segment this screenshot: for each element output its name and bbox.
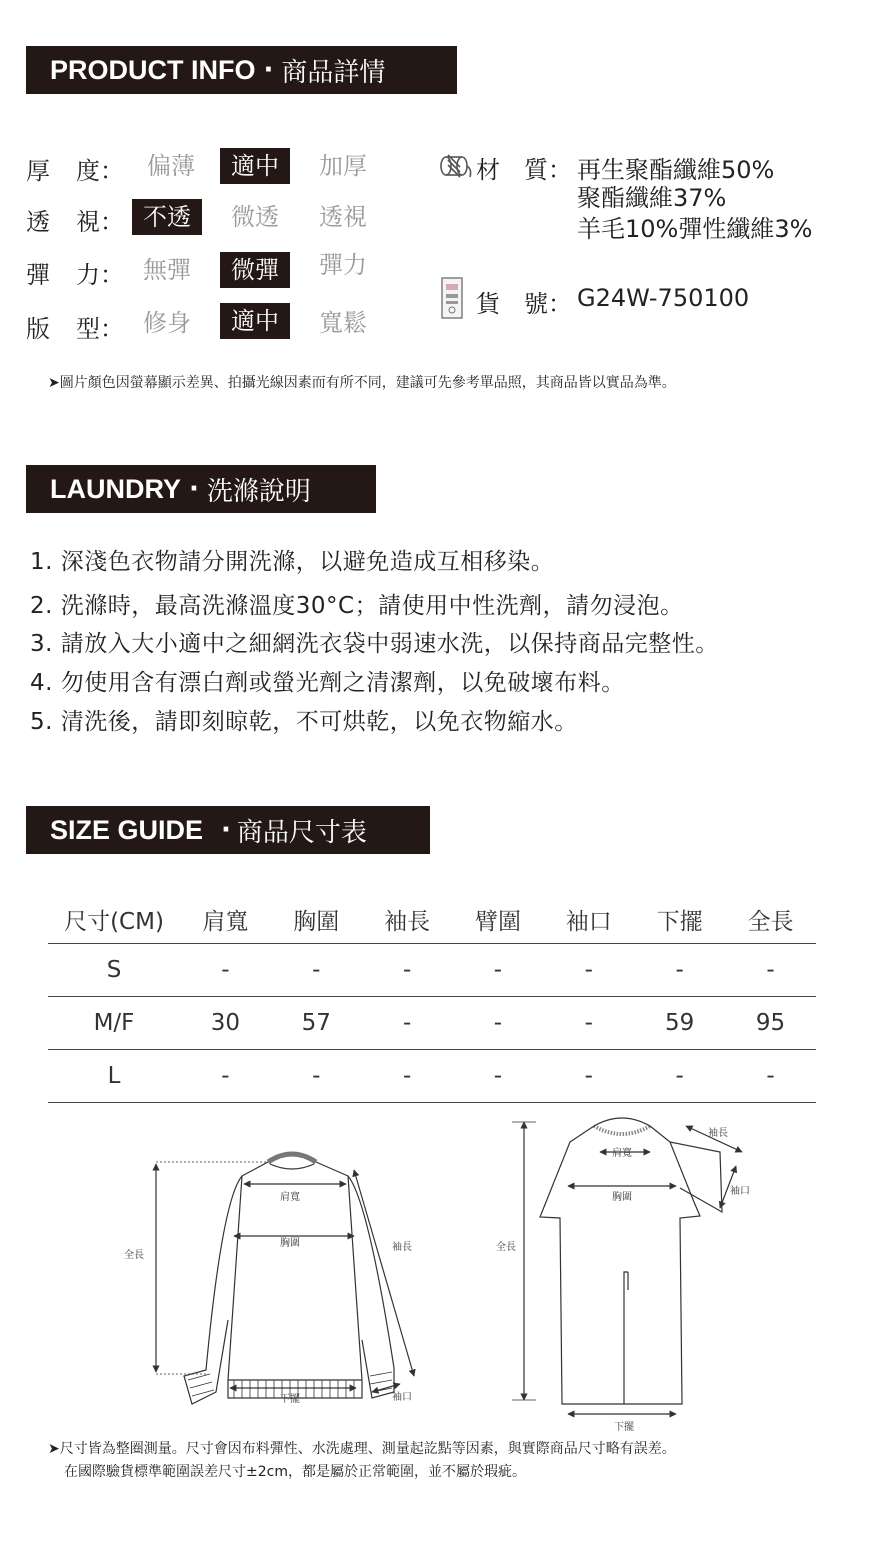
material-line-2: 聚酯纖維37% <box>577 184 727 212</box>
laundry-header-sep: · <box>189 474 199 504</box>
col-shoulder: 肩寬 <box>202 908 249 935</box>
attribute-label: 彈 力： <box>26 261 124 289</box>
cell: S <box>48 944 180 997</box>
dress-measurement-diagram <box>490 1112 780 1437</box>
size-guide-header-en: SIZE GUIDE <box>50 814 204 845</box>
table-row <box>48 1050 816 1103</box>
sku-value: G24W-750100 <box>577 284 750 312</box>
sweater-label-length: 全長 <box>124 1250 144 1261</box>
cell: - <box>271 1050 362 1103</box>
col-sleeve: 袖長 <box>384 908 431 935</box>
sweater-label-shoulder: 肩寬 <box>280 1192 300 1203</box>
size-guide-header-sep: · <box>221 815 231 845</box>
laundry-item-1: 1. 深淺色衣物請分開洗滌，以避免造成互相移染。 <box>30 549 555 575</box>
cell: - <box>180 1050 271 1103</box>
sweater-label-chest: 胸圍 <box>280 1238 300 1249</box>
option-slightly-sheer: 微透 <box>231 203 279 231</box>
cell: - <box>271 944 362 997</box>
cell: - <box>634 1050 725 1103</box>
tag-icon <box>440 276 466 320</box>
attribute-label: 透 視： <box>26 208 124 236</box>
cell: - <box>362 944 453 997</box>
size-table-header-row <box>48 895 816 944</box>
cell: M/F <box>48 997 180 1050</box>
cell: - <box>362 1050 453 1103</box>
option-opaque-selected: 不透 <box>132 199 202 235</box>
laundry-item-5: 5. 清洗後，請即刻晾乾，不可烘乾，以免衣物縮水。 <box>30 709 578 735</box>
cell: - <box>180 944 271 997</box>
sweater-measurement-diagram <box>110 1140 450 1410</box>
col-chest: 胸圍 <box>293 908 340 935</box>
cell: - <box>453 997 544 1050</box>
size-guide-header-zh: 商品尺寸表 <box>236 817 367 848</box>
table-row <box>48 944 816 997</box>
laundry-header <box>26 465 376 513</box>
product-info-header-sep: · <box>263 55 274 85</box>
thread-spool-icon <box>434 151 474 181</box>
option-loose: 寬鬆 <box>319 309 367 337</box>
option-thick: 加厚 <box>319 152 367 180</box>
cell: - <box>543 997 634 1050</box>
cell: L <box>48 1050 180 1103</box>
sku-label: 貨 號： <box>476 290 572 318</box>
dress-label-length: 全長 <box>496 1242 516 1253</box>
dress-label-cuff: 袖口 <box>730 1186 750 1197</box>
attribute-label: 版 型： <box>26 315 124 343</box>
material-line-1: 再生聚酯纖維50% <box>577 156 775 184</box>
option-slim: 修身 <box>143 309 191 337</box>
size-guide-header <box>26 806 430 854</box>
cell: 30 <box>180 997 271 1050</box>
cell: - <box>453 1050 544 1103</box>
col-hem: 下擺 <box>656 908 703 935</box>
col-cuff: 袖口 <box>565 908 612 935</box>
option-regular-selected: 適中 <box>220 303 290 339</box>
dress-label-chest: 胸圍 <box>612 1192 632 1203</box>
cell: - <box>634 944 725 997</box>
laundry-item-3: 3. 請放入大小適中之細網洗衣袋中弱速水洗，以保持商品完整性。 <box>30 631 719 657</box>
dress-label-hem: 下擺 <box>614 1422 634 1433</box>
col-size: 尺寸(CM) <box>64 908 164 935</box>
col-arm: 臂圍 <box>474 908 521 935</box>
option-slight-stretch-selected: 微彈 <box>220 252 290 288</box>
option-medium-selected: 適中 <box>220 148 290 184</box>
cell: - <box>543 1050 634 1103</box>
size-note-line-2: 在國際驗貨標準範圍誤差尺寸±2cm，都是屬於正常範圍，並不屬於瑕疵。 <box>64 1464 526 1480</box>
size-table <box>48 895 816 1103</box>
product-info-header-zh: 商品詳情 <box>281 57 386 88</box>
option-no-stretch: 無彈 <box>143 256 191 284</box>
sweater-label-cuff: 袖口 <box>392 1392 412 1403</box>
cell: 57 <box>271 997 362 1050</box>
option-thin: 偏薄 <box>147 152 195 180</box>
sweater-label-hem: 下擺 <box>280 1394 300 1405</box>
dress-label-sleeve: 袖長 <box>708 1128 728 1139</box>
cell: 95 <box>725 997 816 1050</box>
material-line-3: 羊毛10%彈性纖維3% <box>577 215 813 243</box>
sweater-label-sleeve: 袖長 <box>392 1242 412 1253</box>
material-label: 材 質： <box>476 156 572 184</box>
product-info-header-en: PRODUCT INFO <box>50 54 256 85</box>
dress-label-shoulder: 肩寬 <box>612 1148 632 1159</box>
cell: - <box>543 944 634 997</box>
cell: - <box>725 1050 816 1103</box>
attribute-label: 厚 度： <box>26 157 124 185</box>
option-sheer: 透視 <box>319 203 367 231</box>
size-note-line-1: ➤尺寸皆為整圈測量。尺寸會因布料彈性、水洗處理、測量起訖點等因素，與實際商品尺寸略有誤差。 <box>48 1441 676 1457</box>
cell: - <box>362 997 453 1050</box>
color-disclaimer-note: ➤圖片顏色因螢幕顯示差異、拍攝光線因素而有所不同，建議可先參考單品照，其商品皆以實品為準。 <box>48 375 676 391</box>
cell: 59 <box>634 997 725 1050</box>
col-length: 全長 <box>747 908 794 935</box>
cell: - <box>725 944 816 997</box>
laundry-item-2: 2. 洗滌時，最高洗滌溫度30°C；請使用中性洗劑，請勿浸泡。 <box>30 593 684 619</box>
laundry-header-zh: 洗滌說明 <box>206 476 311 507</box>
laundry-header-en: LAUNDRY <box>50 473 181 504</box>
cell: - <box>453 944 544 997</box>
product-info-header <box>26 46 457 94</box>
laundry-item-4: 4. 勿使用含有漂白劑或螢光劑之清潔劑，以免破壞布料。 <box>30 670 625 696</box>
option-stretch: 彈力 <box>319 251 367 279</box>
table-row <box>48 997 816 1050</box>
